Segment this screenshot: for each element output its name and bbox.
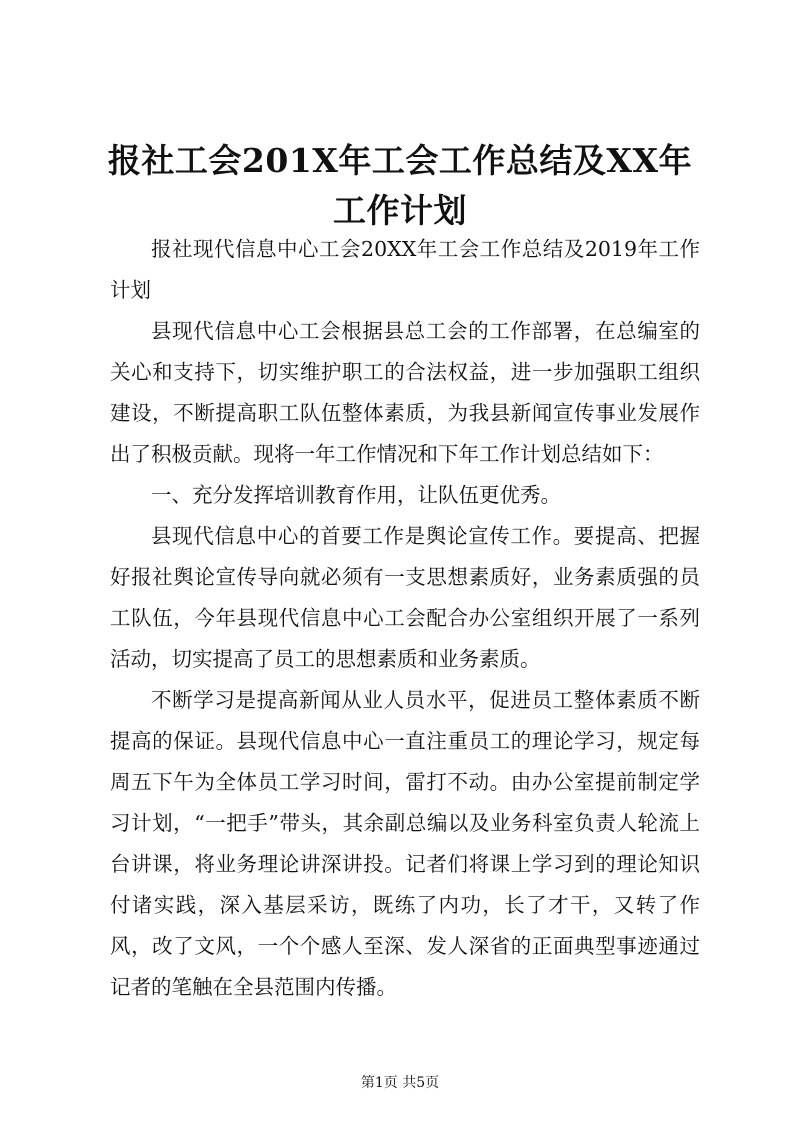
document-body — [110, 229, 700, 1008]
document-title: 报社工会201X年工会工作总结及XX年工作计划 — [107, 141, 693, 230]
paragraph-section-1-a: 县现代信息中心的首要工作是舆论宣传工作。要提高、把握好报社舆论宣传导向就必须有一支思想素质好，业务素质强的员工队伍，今年县现代信息中心工会配合办公室组织开展了一系列活动，切实提高了员工的思想素质和业务素质。 — [110, 524, 700, 671]
page-number-footer: 第1页 共5页 — [360, 1075, 440, 1091]
paragraph-section-1-b: 不断学习是提高新闻从业人员水平，促进员工整体素质不断提高的保证。县现代信息中心一直注重员工的理论学习，规定每周五下午为全体员工学习时间，雷打不动。由办公室提前制定学习计划，“一把手”带头，其余副总编以及业务科室负责人轮流上台讲课，将业务理论讲深讲投。记者们将课上学习到的理论知识付诸实践，深入基层采访，既练了内功，长了才干，又转了作风，改了文风，一个个感人至深、发人深省的正面典型事迹通过记者的笔触在全县范围内传播。 — [110, 688, 700, 999]
paragraph-intro: 县现代信息中心工会根据县总工会的工作部署，在总编室的关心和支持下，切实维护职工的合法权益，进一步加强职工组织建设，不断提高职工队伍整体素质，为我县新闻宣传事业发展作出了积极贡献。现将一年工作情况和下年工作计划总结如下： — [110, 319, 700, 466]
paragraph-subtitle: 报社现代信息中心工会20XX年工会工作总结及2019年工作计划 — [110, 237, 700, 302]
section-heading-1: 一、充分发挥培训教育作用，让队伍更优秀。 — [151, 483, 561, 507]
